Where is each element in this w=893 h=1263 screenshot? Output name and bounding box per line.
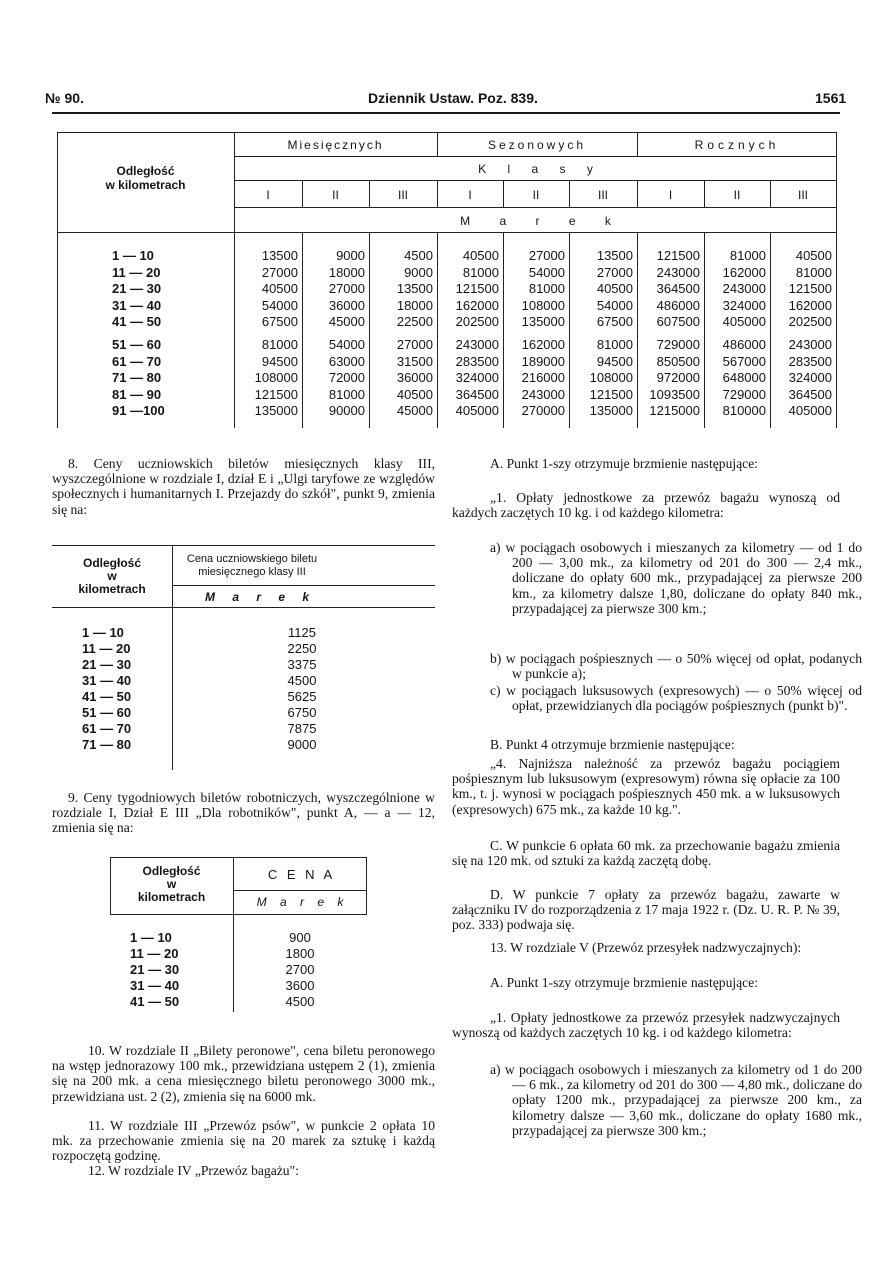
paragraph-b: b) w pociągach pośpiesznych — o 50% więcej od opłat, podanych w punkcie a);	[490, 651, 862, 682]
class-label: III	[597, 188, 608, 202]
distance-column	[82, 625, 131, 753]
table-cell: 31500	[396, 353, 433, 369]
table-cell: 162000	[788, 297, 832, 313]
table-cell: 648000	[722, 370, 766, 386]
table-cell: 18000	[328, 264, 365, 280]
paragraph-B: B. Punkt 4 otrzymuje brzmienie następujące:	[490, 737, 735, 752]
class-label: II	[532, 188, 540, 202]
table-cell: 27000	[528, 248, 565, 263]
table-cell: 11 — 20	[82, 641, 131, 656]
table-cell: 67500	[596, 314, 633, 330]
group-annual: Rocznych	[694, 138, 780, 152]
table-cell: 283500	[455, 353, 499, 369]
table-cell: 850500	[656, 353, 700, 369]
table-cell: 36000	[396, 370, 433, 386]
value-column	[369, 248, 433, 420]
table-cell: 135000	[589, 403, 633, 419]
paragraph-A2: A. Punkt 1-szy otrzymuje brzmienie następujące:	[490, 975, 759, 990]
group-seasonal: Sezonowych	[487, 138, 587, 152]
table-cell: 81000	[795, 264, 832, 280]
distance-header: Odległość w kilometrach	[105, 164, 186, 192]
table-cell: 729000	[656, 336, 700, 352]
distance-column: 1 — 10 11 — 20 21 — 30 31 — 40 41 — 50 51 — 60 61 — 70 71 — 80 81 — 90 91 —100	[112, 248, 165, 419]
paragraph-9: 9. Ceny tygodniowych biletów robotniczych, wyszczególnione w rozdziale I, Dział E III „Dla robotników", punkt A, — a — 12, zmienia się na:	[52, 790, 435, 836]
paragraph-c: c) w pociągach luksusowych (expresowych) — o 50% więcej od opłat, przewidzianych dla pociągów pośpiesznych (punkt b)".	[490, 683, 862, 714]
table-cell: 121500	[254, 386, 298, 402]
table-cell: 13500	[261, 248, 298, 263]
table-cell: 4500	[287, 673, 317, 688]
paragraph-A: A. Punkt 1-szy otrzymuje brzmienie następujące:	[490, 456, 759, 471]
table-cell: 364500	[455, 386, 499, 402]
value-column	[437, 248, 499, 420]
paragraph-8: 8. Ceny uczniowskich biletów miesięcznych klasy III, wyszczególnione w rozdziale I, dział E i „Ulgi taryfowe ze względów społecznych i humanitarnych I. Przejazdy do szkół", punkt 9, zmienia się na:	[52, 456, 435, 517]
paragraph-1: „1. Opłaty jednostkowe za przewóz bagażu wynoszą od każdych zaczętych 10 kg. i od każdego kilometra:	[452, 490, 840, 521]
paragraph-12: 12. W rozdziale IV „Przewóz bagażu":	[88, 1163, 299, 1178]
value-column	[770, 248, 832, 420]
table-cell: 607500	[656, 314, 700, 330]
table-cell: 7875	[287, 721, 317, 736]
paragraph-a2: a) w pociągach osobowych i mieszanych za kilometry od 1 do 200 — 6 mk., za kilometry od 201 do 300 — 4,80 mk., doliczane do opłaty 1200 mk., przypadającej za pierwsze 200 km., za kilometry dalsze — 3,60 mk., doliczane do opłaty 1680 mk., przypadającej za pierwsze 300 km.;	[490, 1062, 862, 1138]
distance-header: Odległość w kilometrach	[78, 556, 146, 596]
table-cell: 67500	[261, 314, 298, 330]
table-cell: 81000	[528, 281, 565, 297]
paragraph-4: „4. Najniższa należność za przewóz bagażu pociągiem pośpiesznym lub luksusowym (expresowym) równa się opłacie za 100 km., t. j. wynosi w pociągach pośpiesznych 450 mk. a w luksusowych (expresowych) 675 mk., za każde 10 kg.".	[452, 756, 840, 817]
table-cell: 36000	[328, 297, 365, 313]
class-label: I	[468, 188, 472, 202]
table-cell: 81000	[596, 336, 633, 352]
table-cell: 2700	[285, 962, 315, 977]
table-cell: 108000	[521, 297, 565, 313]
table-cell: 54000	[328, 336, 365, 352]
table-cell: 41 — 50	[82, 689, 132, 704]
table-cell: 405000	[455, 403, 499, 419]
table-cell: 1 — 10	[130, 930, 172, 945]
paragraph-C: C. W punkcie 6 opłata 60 mk. za przechowanie bagażu zmienia się na 120 mk. od sztuki za każdą zaczętą dobę.	[452, 838, 840, 869]
table-cell: 364500	[788, 386, 832, 402]
table-cell: 1215000	[649, 403, 700, 419]
table-cell: 40500	[795, 248, 832, 263]
value-column	[275, 930, 325, 1010]
value-column	[234, 248, 298, 420]
table-cell: 31 — 40	[82, 673, 132, 688]
table-cell: 486000	[722, 336, 766, 352]
marek-label: M a r e k	[256, 895, 344, 909]
paragraph-D: D. W punkcie 7 opłaty za przewóz bagażu, zawarte w załączniku IV do rozporządzenia z 17 maja 1922 r. (Dz. U. R. P. № 39, poz. 333) podwaja się.	[452, 887, 840, 933]
table-cell: 81000	[462, 264, 499, 280]
table-cell: 13500	[596, 248, 633, 263]
class-label: I	[266, 188, 270, 202]
distance-header: Odległość w kilometrach	[137, 864, 206, 904]
table-cell: 18000	[396, 297, 433, 313]
table-cell: 324000	[788, 370, 832, 386]
table-cell: 94500	[596, 353, 633, 369]
table-cell: 81000	[729, 248, 766, 263]
marek-label: M a r e k	[204, 590, 310, 604]
value-column	[272, 625, 332, 753]
table-cell: 162000	[455, 297, 499, 313]
table-cell: 243000	[455, 336, 499, 352]
table-cell: 21 — 30	[82, 657, 132, 672]
table-cell: 972000	[656, 370, 700, 386]
table-cell: 270000	[521, 403, 565, 419]
table-cell: 27000	[328, 281, 365, 297]
table-cell: 31 — 40	[130, 978, 180, 993]
table-cell: 90000	[328, 403, 365, 419]
value-column	[302, 248, 365, 420]
price-header: C E N A	[267, 867, 333, 882]
paragraph-11: 11. W rozdziale III „Przewóz psów", w punkcie 2 opłata 10 mk. za przechowanie zmienia się na 20 marek za sztukę i każdą rozpoczętą godzinę.	[52, 1118, 435, 1164]
class-label: II	[332, 188, 339, 202]
table-cell: 567000	[722, 353, 766, 369]
table-cell: 4500	[404, 248, 433, 263]
table-cell: 486000	[656, 297, 700, 313]
student-fare-table	[52, 545, 435, 770]
table-cell: 189000	[521, 353, 565, 369]
table-cell: 40500	[396, 386, 433, 402]
table-cell: 61 — 70	[82, 721, 132, 736]
table-cell: 324000	[455, 370, 499, 386]
klasy-label: K l a s y	[478, 162, 593, 176]
table-cell: 405000	[722, 314, 766, 330]
table-cell: 1125	[288, 625, 316, 640]
table-cell: 202500	[788, 314, 832, 330]
table-cell: 40500	[261, 281, 298, 297]
page-number: 1561	[815, 90, 847, 106]
table-cell: 21 — 30	[130, 962, 180, 977]
class-label: III	[797, 188, 808, 202]
worker-fare-table	[110, 857, 367, 1012]
table-cell: 71 — 80	[82, 737, 132, 752]
table-cell: 3600	[285, 978, 315, 993]
table-cell: 63000	[328, 353, 365, 369]
group-monthly: Miesięcznych	[287, 138, 384, 152]
table-cell: 81000	[328, 386, 365, 402]
class-label: II	[733, 188, 741, 202]
table-cell: 54000	[596, 297, 633, 313]
table-cell: 243000	[521, 386, 565, 402]
page-title: Dziennik Ustaw. Poz. 839.	[368, 90, 538, 106]
table-cell: 13500	[396, 281, 433, 297]
table-cell: 40500	[462, 248, 499, 263]
table-cell: 810000	[722, 403, 766, 419]
table-cell: 4500	[285, 994, 315, 1009]
table-cell: 11 — 20	[130, 946, 179, 961]
value-column	[637, 248, 700, 420]
table-cell: 405000	[788, 403, 832, 419]
table-cell: 9000	[404, 264, 433, 280]
table-cell: 202500	[455, 314, 499, 330]
table-cell: 243000	[722, 281, 766, 297]
table-cell: 121500	[788, 281, 832, 297]
value-column	[704, 248, 766, 420]
table-cell: 162000	[521, 336, 565, 352]
table-cell: 41 — 50	[130, 994, 180, 1009]
paragraph-10: 10. W rozdziale II „Bilety peronowe", cena biletu peronowego na wstęp jednorazowy 100 mk., przewidziana ustępem 2 (1), zmienia się na 200 mk. a cena miesięcznego biletu peronowego 3000 mk., przewidziana ust. 2 (2), zmienia się na 6000 mk.	[52, 1043, 435, 1104]
table-cell: 9000	[287, 737, 317, 752]
table-cell: 243000	[656, 264, 700, 280]
value-column	[569, 248, 633, 420]
table-cell: 2250	[287, 641, 317, 656]
issue-number: № 90.	[45, 90, 84, 106]
table-cell: 108000	[254, 370, 298, 386]
table-cell: 216000	[521, 370, 565, 386]
table-cell: 364500	[656, 281, 700, 297]
table-cell: 72000	[328, 370, 365, 386]
table-cell: 27000	[396, 336, 433, 352]
class-label: III	[397, 188, 408, 202]
header-rule	[52, 112, 840, 114]
table-cell: 729000	[722, 386, 766, 402]
table-cell: 40500	[596, 281, 633, 297]
table-cell: 1 — 10	[82, 625, 124, 640]
table-cell: 324000	[722, 297, 766, 313]
table-cell: 121500	[589, 386, 633, 402]
table-cell: 6750	[287, 705, 317, 720]
table-cell: 54000	[261, 297, 298, 313]
table-cell: 121500	[455, 281, 499, 297]
table-cell: 1093500	[649, 386, 700, 402]
table-cell: 22500	[396, 314, 433, 330]
table-cell: 243000	[788, 336, 832, 352]
table-cell: 81000	[261, 336, 298, 352]
table-cell: 162000	[722, 264, 766, 280]
value-column	[503, 248, 565, 420]
table-cell: 45000	[396, 403, 433, 419]
table-cell: 51 — 60	[82, 705, 132, 720]
table-cell: 54000	[528, 264, 565, 280]
distance-column	[130, 930, 179, 1010]
table-cell: 108000	[589, 370, 633, 386]
table-cell: 5625	[287, 689, 317, 704]
table-cell: 135000	[521, 314, 565, 330]
table-cell: 121500	[656, 248, 700, 263]
price-header: Cena uczniowskiego biletu miesięcznego klasy III	[186, 553, 318, 578]
table-cell: 27000	[596, 264, 633, 280]
table-cell: 283500	[788, 353, 832, 369]
paragraph-a: a) w pociągach osobowych i mieszanych za kilometry — od 1 do 200 — 3,00 mk., za kilometry od 201 do 300 — 2,4 mk., doliczane do opłaty 600 mk., przypadającej za pierwsze 200 km., za kilometry dalsze 1,80, doliczane do opłaty 840 mk., przypadającej za pierwsze 300 km.;	[490, 540, 862, 616]
marek-label: M a r e k	[460, 214, 611, 228]
class-label: I	[668, 188, 673, 202]
table-cell: 900	[289, 930, 311, 945]
table-cell: 3375	[287, 657, 317, 672]
table-cell: 45000	[328, 314, 365, 330]
table-cell: 1800	[285, 946, 315, 961]
paragraph-1b: „1. Opłaty jednostkowe za przewóz przesyłek nadzwyczajnych wynoszą od każdych zaczętych 10 kg. i od każdego kilometra:	[452, 1010, 840, 1041]
table-cell: 135000	[254, 403, 298, 419]
table-cell: 9000	[336, 248, 365, 263]
paragraph-13: 13. W rozdziale V (Przewóz przesyłek nadzwyczajnych):	[490, 940, 802, 955]
table-cell: 94500	[261, 353, 298, 369]
table-cell: 27000	[261, 264, 298, 280]
fare-table	[57, 132, 837, 428]
